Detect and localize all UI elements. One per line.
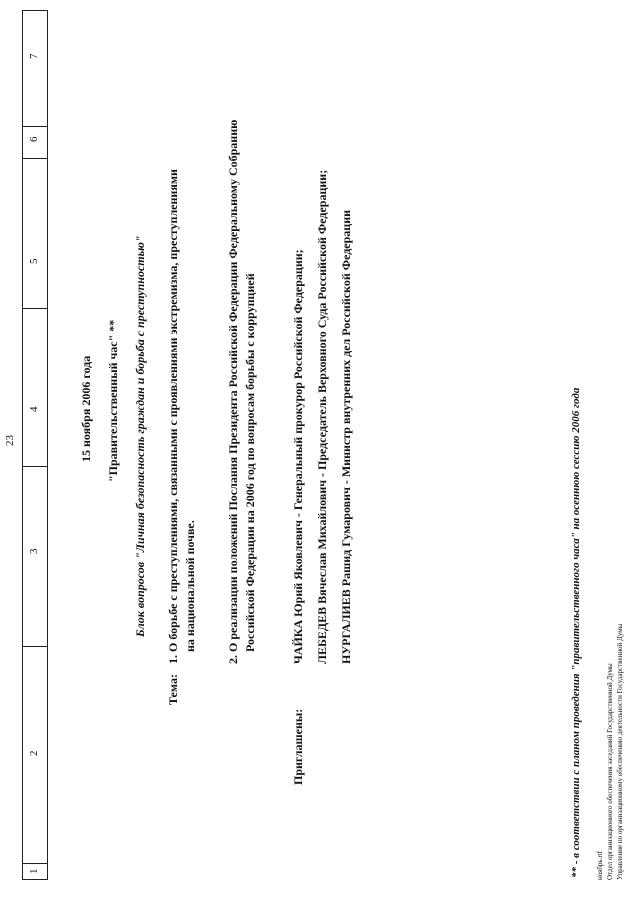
topic-2-line-1: 2. О реализации положений Послания Президента Российской Федерации Федеральному Собранию [226,119,240,664]
column-divider [23,646,47,647]
footer-department: Отдел организационного обеспечения заседаний Государственной Думы [606,663,614,880]
session-date: 15 ноября 2006 года [79,355,93,462]
column-divider [23,126,47,127]
topic-1-line-2: на национальной почве. [183,520,197,652]
column-divider [23,863,47,864]
topic-2-line-2: Российской Федерации на 2006 год по вопросам борьбы с коррупцией [243,273,257,652]
footer-filename: ноябрь.rtf [596,851,604,880]
government-hour-title: "Правительственный час" ** [106,319,120,482]
column-number: 2 [28,750,40,756]
column-number: 7 [28,53,40,59]
column-number: 1 [28,868,40,874]
invited-label: Приглашены: [291,708,305,785]
page-number: 23 [4,435,16,446]
topic-label: Тема: [166,674,180,705]
column-number-header [22,10,48,880]
column-divider [23,308,47,309]
column-number: 3 [28,548,40,554]
invited-person: ЧАЙКА Юрий Яковлевич - Генеральный прокурор Российской Федерации; [291,249,305,664]
question-block-title: Блок вопросов "Личная безопасность граждан и борьба с преступностью" [133,235,147,637]
invited-person: ЛЕБЕДЕВ Вячеслав Михайлович - Председатель Верховного Суда Российской Федерации; [315,169,329,664]
column-divider [23,466,47,467]
footnote: ** - в соответствии с планом проведения "правительственного часа" на осеннюю сессию 2006 года [570,387,582,878]
column-number: 6 [28,136,40,142]
footer-directorate: Управление по организационному обеспечению деятельности Государственной Думы [616,623,624,880]
invited-person: НУРГАЛИЕВ Рашид Гумарович - Министр внутренних дел Российской Федерации [339,209,353,664]
topic-1-line-1: 1. О борьбе с преступлениями, связанными с проявлениями экстремизма, преступлениями [166,169,180,664]
column-number: 5 [28,258,40,264]
column-divider [23,158,47,159]
column-number: 4 [28,406,40,412]
